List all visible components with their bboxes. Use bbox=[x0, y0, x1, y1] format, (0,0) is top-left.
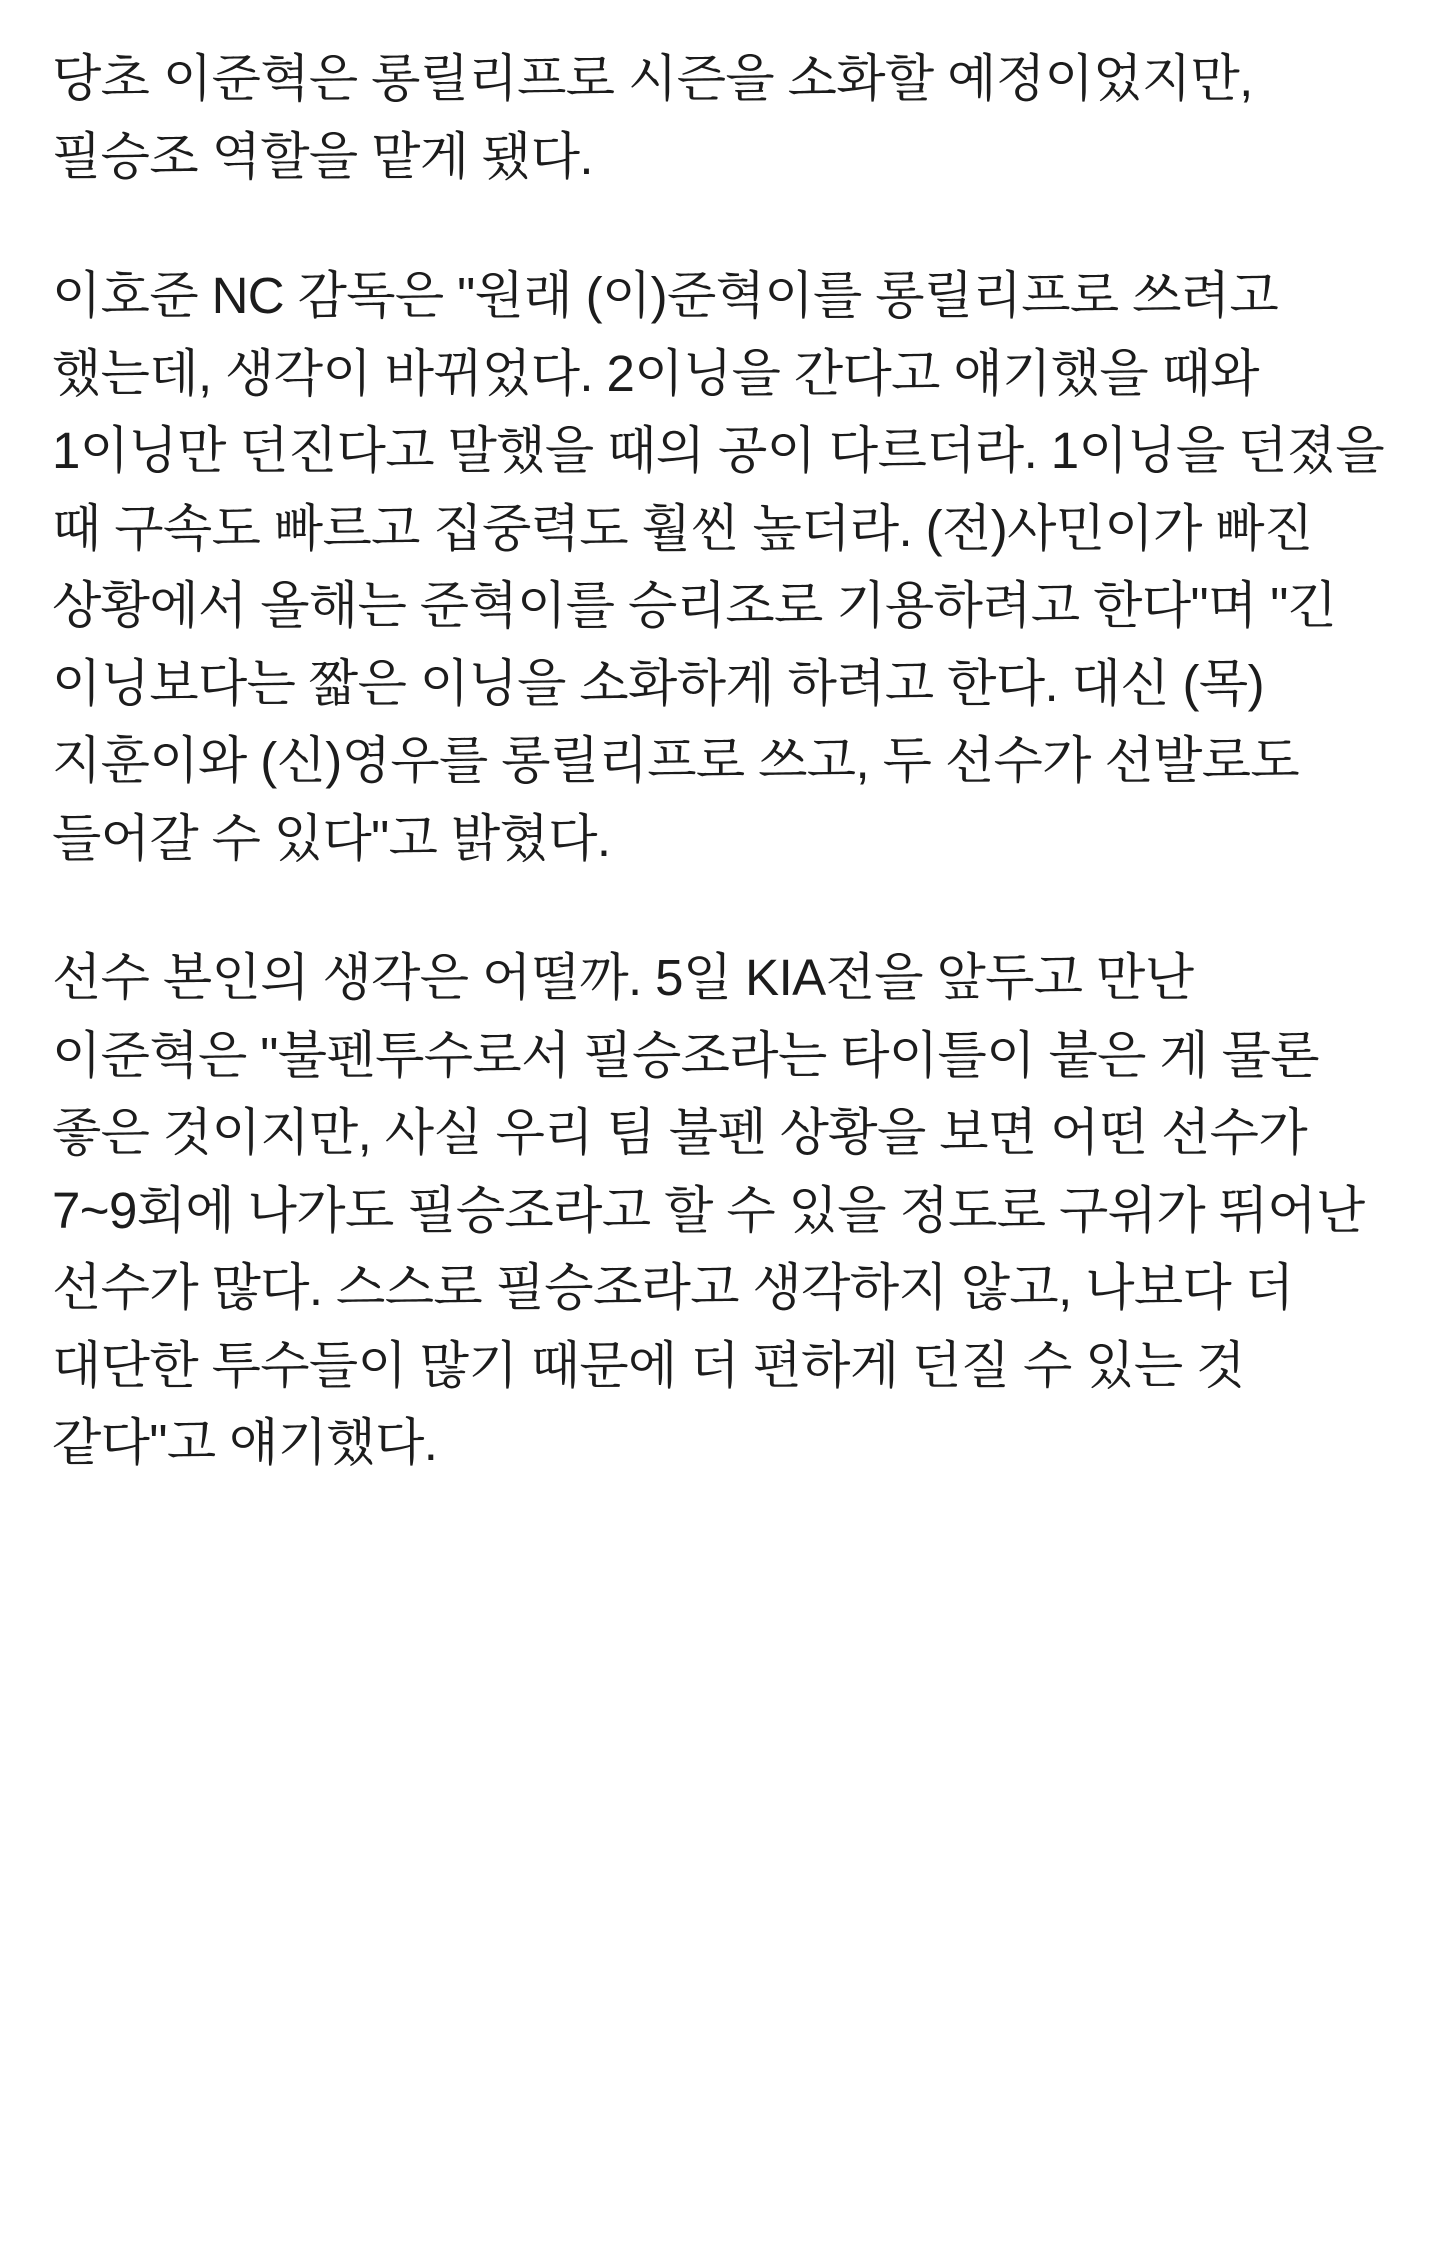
article-paragraph: 당초 이준혁은 롱릴리프로 시즌을 소화할 예정이었지만, 필승조 역할을 맡게 됐다. bbox=[52, 50, 1267, 185]
article-paragraph: 선수 본인의 생각은 어떨까. 5일 KIA전을 앞두고 만난 이준혁은 "불펜투수로서 필승조라는 타이틀이 붙은 게 물론 좋은 것이지만, 사실 우리 팀 불펜 상황을 보면 어떤 선수가 7~9회에 나가도 필승조라고 할 수 있을 정도로 구위가 뛰어난 선수가 많다. 스스로 필승조라고 생각하지 않고, 나보다 더 대단한 투수들이 많기 때문에 더 편하게 던질 수 있는 것 같다"고 얘기했다. bbox=[52, 949, 1379, 1472]
article-paragraph: 이호준 NC 감독은 "원래 (이)준혁이를 롱릴리프로 쓰려고 했는데, 생각이 바뀌었다. 2이닝을 간다고 얘기했을 때와 1이닝만 던진다고 말했을 때의 공이 다르더라. 1이닝을 던졌을 때 구속도 빠르고 집중력도 훨씬 높더라. (전)사민이가 빠진 상황에서 올해는 준혁이를 승리조로 기용하려고 한다"며 "긴 이닝보다는 짧은 이닝을 소화하게 하려고 한다. 대신 (목)지훈이와 (신)영우를 롱릴리프로 쓰고, 두 선수가 선발로도 들어갈 수 있다"고 밝혔다. bbox=[52, 267, 1398, 867]
